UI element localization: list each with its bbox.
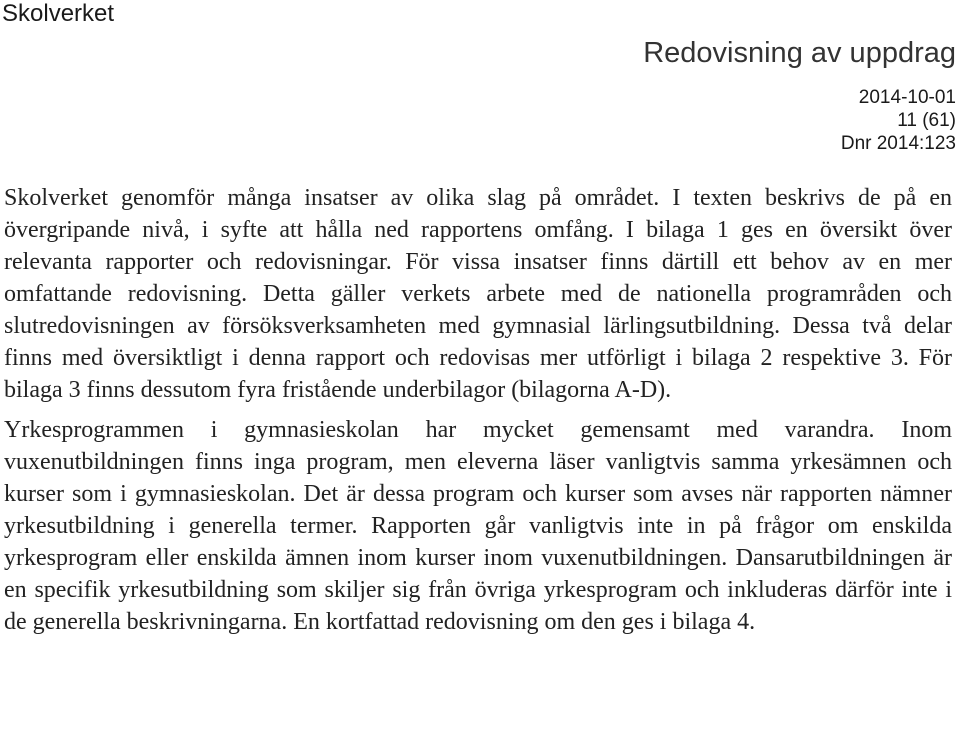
body-text: [4, 182, 952, 638]
document-meta: [841, 86, 956, 155]
document-title: Redovisning av uppdrag: [643, 37, 956, 69]
page-number: 11 (61): [897, 110, 956, 131]
paragraph-2: Yrkesprogrammen i gymnasieskolan har mycket gemensamt med varandra. Inom vuxenutbildningen finns inga program, men eleverna läser vanligtvis samma yrkesämnen och kurser som i gymnasieskolan. Det är dessa program och kurser som avses när rapporten nämner yrkesutbildning i generella termer. Rapporten går vanligtvis inte in på frågor om enskilda yrkesprogram eller enskilda ämnen inom kurser inom vuxenutbildningen. Dansarutbildningen är en specifik yrkesutbildning som skiljer sig från övriga yrkesprogram och inkluderas därför inte i de generella beskrivningarna. En kortfattad redovisning om den ges i bilaga 4.: [4, 417, 952, 635]
registration-number: Dnr 2014:123: [840, 133, 956, 154]
document-date: 2014-10-01: [858, 87, 956, 108]
paragraph-1: Skolverket genomför många insatser av olika slag på området. I texten beskrivs de på en övergripande nivå, i syfte att hålla ned rapportens omfång. I bilaga 1 ges en översikt över relevanta rapporter och redovisningar. För vissa insatser finns därtill ett behov av en mer omfattande redovisning. Detta gäller verkets arbete med de nationella programråden och slutredovisningen av försöksverksamheten med gymnasial lärlingsutbildning. Dessa två delar finns med översiktligt i denna rapport och redovisas mer utförligt i bilaga 2 respektive 3. För bilaga 3 finns dessutom fyra fristående underbilagor (bilagorna A-D).: [4, 185, 952, 403]
organization-name: Skolverket: [2, 0, 115, 27]
